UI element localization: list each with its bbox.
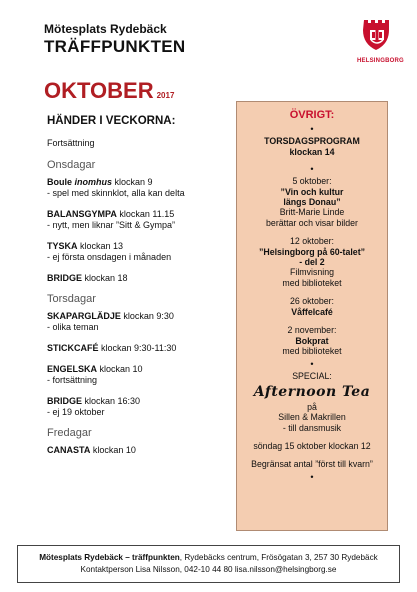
event-name: ENGELSKA bbox=[47, 364, 98, 374]
program-item bbox=[237, 325, 387, 356]
special-music: - till dansmusik bbox=[282, 422, 342, 433]
special-pa: på bbox=[307, 401, 317, 412]
month: OKTOBER bbox=[44, 78, 154, 103]
item-date: 2 november: bbox=[287, 325, 337, 336]
day-heading-friday: Fredagar bbox=[47, 427, 92, 439]
item-title: Bokprat bbox=[295, 335, 329, 346]
event-time: klockan 9:30-11:30 bbox=[98, 343, 177, 353]
event-name: BRIDGE bbox=[47, 396, 83, 406]
item-title: ”Helsingborg på 60-talet” bbox=[258, 246, 366, 257]
event-name: TYSKA bbox=[47, 241, 78, 251]
event-name: CANASTA bbox=[47, 445, 91, 455]
event-desc: - ej 19 oktober bbox=[47, 407, 105, 417]
year: 2017 bbox=[156, 91, 175, 100]
event-name: BALANSGYMPA bbox=[47, 209, 117, 219]
event-time: klockan 11.15 bbox=[116, 209, 175, 219]
bullet: • bbox=[310, 164, 314, 175]
day-heading-wednesday: Onsdagar bbox=[47, 159, 96, 171]
special-limit: Begränsat antal ”först till kvarn” bbox=[251, 459, 373, 470]
item-line: Filmvisning bbox=[290, 267, 334, 278]
item-line: berättar och visar bilder bbox=[266, 217, 358, 228]
item-line: med biblioteket bbox=[282, 345, 342, 356]
event-name: SKAPARGLÄDJE bbox=[47, 311, 121, 321]
event-time: klockan 10 bbox=[90, 445, 136, 455]
program-item bbox=[237, 236, 387, 288]
weekly-heading: HÄNDER I VECKORNA: bbox=[47, 115, 176, 127]
event-desc: - spel med skinnklot, alla kan delta bbox=[47, 188, 185, 198]
continuation-note: Fortsättning bbox=[47, 138, 95, 148]
event-item bbox=[47, 364, 232, 386]
item-line: med biblioteket bbox=[282, 277, 342, 288]
footer-contact-person: Kontaktperson Lisa Nilsson, 042-10 44 80 lisa.nilsson@helsingborg.se bbox=[80, 565, 337, 574]
day-heading-thursday: Torsdagar bbox=[47, 293, 96, 305]
bullet: • bbox=[310, 471, 314, 482]
weekly-schedule bbox=[47, 138, 232, 466]
castle-crest-icon bbox=[362, 18, 392, 52]
event-item bbox=[47, 209, 232, 231]
ovrigt-heading: ÖVRIGT: bbox=[289, 109, 335, 121]
bullet: • bbox=[310, 359, 314, 370]
torsdag-time: klockan 14 bbox=[289, 146, 335, 157]
afternoon-tea-title: Afternoon Tea bbox=[253, 383, 371, 400]
event-desc: - ej första onsdagen i månaden bbox=[47, 252, 172, 262]
footer-contact bbox=[17, 545, 400, 583]
special-when: söndag 15 oktober klockan 12 bbox=[253, 440, 371, 451]
program-item bbox=[237, 296, 387, 317]
event-time: klockan 18 bbox=[82, 273, 128, 283]
event-name: STICKCAFÉ bbox=[47, 343, 99, 353]
event-item bbox=[47, 241, 232, 263]
special-place: Sillen & Makrillen bbox=[278, 412, 346, 423]
event-item bbox=[47, 396, 232, 418]
event-time: klockan 10 bbox=[97, 364, 143, 374]
special-label: SPECIAL: bbox=[292, 371, 332, 382]
helsingborg-logo bbox=[357, 18, 404, 64]
ovrigt-panel bbox=[236, 101, 388, 531]
logo-text: HELSINGBORG bbox=[357, 58, 404, 64]
item-title: ”Vin och kultur bbox=[280, 186, 344, 197]
event-time: klockan 9 bbox=[112, 177, 153, 187]
event-item bbox=[47, 445, 232, 456]
event-time: klockan 13 bbox=[77, 241, 124, 251]
event-item bbox=[47, 177, 232, 199]
item-date: 12 oktober: bbox=[289, 236, 334, 247]
month-heading bbox=[44, 78, 174, 104]
event-item bbox=[47, 311, 232, 333]
page-title: TRÄFFPUNKTEN bbox=[44, 37, 186, 56]
torsdag-title: TORSDAGSPROGRAM bbox=[264, 136, 360, 147]
item-date: 26 oktober: bbox=[289, 296, 334, 307]
event-desc: - nytt, men liknar ”Sitt & Gympa” bbox=[47, 220, 176, 230]
item-title: längs Donau” bbox=[283, 197, 341, 208]
item-line: Britt-Marie Linde bbox=[279, 207, 345, 218]
event-time: klockan 16:30 bbox=[82, 396, 141, 406]
event-item bbox=[47, 343, 232, 354]
event-name: BRIDGE bbox=[47, 273, 83, 283]
item-title: - del 2 bbox=[299, 257, 325, 268]
event-time: klockan 9:30 bbox=[120, 311, 174, 321]
item-title: Våffelcafé bbox=[291, 306, 333, 317]
org-name: Mötesplats Rydebäck bbox=[44, 22, 167, 36]
footer-address: , Rydebäcks centrum, Frösögatan 3, 257 30 Rydebäck bbox=[179, 553, 378, 562]
event-desc: - olika teman bbox=[47, 322, 99, 332]
event-desc: - fortsättning bbox=[47, 375, 98, 385]
event-name-extra: inomhus bbox=[72, 177, 113, 187]
program-item bbox=[237, 176, 387, 228]
event-item bbox=[47, 273, 232, 284]
special-event bbox=[237, 371, 387, 433]
item-date: 5 oktober: bbox=[292, 176, 332, 187]
torsdagsprogram bbox=[237, 136, 387, 157]
event-name: Boule bbox=[47, 177, 73, 187]
bullet: • bbox=[310, 124, 314, 135]
footer-org: Mötesplats Rydebäck – träffpunkten bbox=[39, 553, 180, 562]
